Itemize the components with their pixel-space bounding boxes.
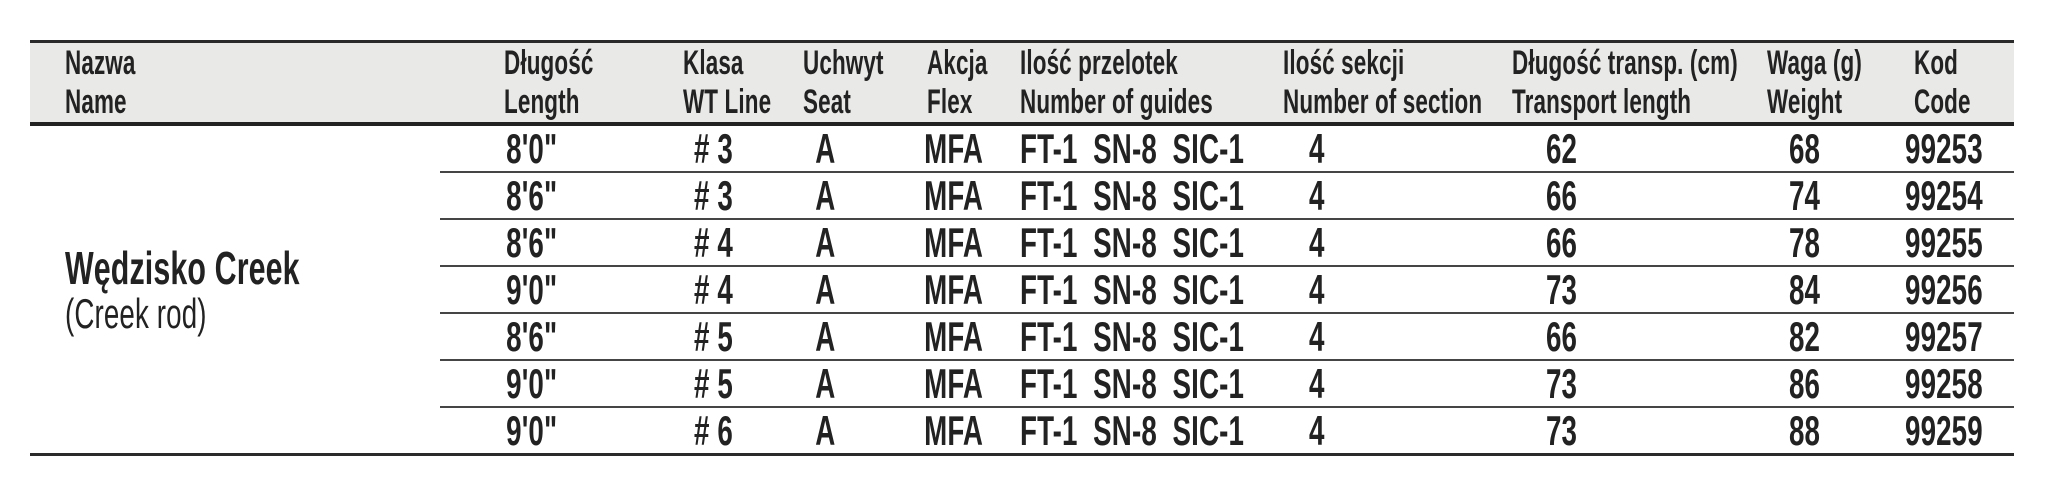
cell-sections-value: 4 (1308, 359, 1325, 407)
cell-wt-line-value: # 5 (694, 312, 733, 360)
product-spec-table (30, 40, 2014, 456)
cell-sections-value: 4 (1308, 171, 1325, 219)
column-header-seat-pl: Uchwyt (803, 43, 884, 82)
cell-sections (1250, 220, 1491, 265)
table-header-row (30, 40, 2014, 126)
cell-code-value: 99256 (1904, 265, 1983, 313)
cell-guides-value: FT-1 SN-8 SIC-1 (1020, 406, 1245, 454)
column-header-wt-line-en: WT Line (683, 82, 772, 121)
cell-wt-line (640, 126, 787, 171)
column-header-length-en: Length (504, 82, 580, 121)
cell-guides-value: FT-1 SN-8 SIC-1 (1020, 312, 1245, 360)
column-header-transport (1491, 44, 1750, 122)
cell-guides-value: FT-1 SN-8 SIC-1 (1020, 359, 1245, 407)
cell-code-value: 99255 (1904, 218, 1983, 266)
table-row (440, 171, 2014, 218)
column-header-sections (1250, 44, 1491, 122)
cell-flex (907, 408, 1010, 453)
product-name-english: (Creek rod) (65, 289, 207, 337)
cell-wt-line-value: # 3 (694, 171, 733, 219)
product-name: Wędzisko Creek (65, 241, 300, 294)
column-header-sections-pl: Ilość sekcji (1283, 43, 1405, 82)
cell-sections (1250, 173, 1491, 218)
cell-wt-line-value: # 4 (694, 265, 733, 313)
cell-transport-value: 73 (1545, 265, 1578, 313)
column-header-weight-pl: Waga (g) (1767, 43, 1862, 82)
column-header-guides-pl: Ilość przelotek (1020, 43, 1178, 82)
cell-code-value: 99254 (1904, 171, 1983, 219)
cell-flex (907, 361, 1010, 406)
cell-guides (1010, 126, 1250, 171)
cell-length (440, 173, 640, 218)
column-header-transport-pl: Długość transp. (cm) (1512, 43, 1738, 82)
column-header-weight (1750, 44, 1881, 122)
cell-sections (1250, 361, 1491, 406)
column-header-flex (907, 44, 1010, 122)
column-header-wt-line-pl: Klasa (683, 43, 744, 82)
cell-guides-value: FT-1 SN-8 SIC-1 (1020, 265, 1245, 313)
column-header-name-pl: Nazwa (65, 43, 136, 82)
cell-sections-value: 4 (1308, 218, 1325, 266)
cell-flex-value: MFA (924, 359, 983, 407)
cell-code (1881, 173, 2014, 218)
cell-guides (1010, 361, 1250, 406)
cell-flex-value: MFA (924, 171, 983, 219)
cell-wt-line-value: # 6 (694, 406, 733, 454)
cell-flex (907, 126, 1010, 171)
column-header-length-pl: Długość (504, 43, 594, 82)
cell-length-value: 9'0" (506, 359, 558, 407)
cell-flex-value: MFA (924, 406, 983, 454)
cell-length (440, 314, 640, 359)
cell-transport (1491, 173, 1750, 218)
cell-code (1881, 314, 2014, 359)
spec-rows (440, 126, 2014, 453)
cell-transport-value: 73 (1545, 406, 1578, 454)
cell-seat (787, 126, 907, 171)
cell-guides (1010, 314, 1250, 359)
cell-code (1881, 361, 2014, 406)
cell-code-value: 99253 (1904, 124, 1983, 172)
cell-code-value: 99257 (1904, 312, 1983, 360)
cell-length-value: 8'6" (506, 171, 558, 219)
cell-weight (1750, 267, 1881, 312)
cell-length-value: 9'0" (506, 406, 558, 454)
cell-sections (1250, 267, 1491, 312)
column-header-code-pl: Kod (1914, 43, 1959, 82)
table-row (440, 406, 2014, 453)
column-header-code (1881, 44, 2014, 122)
cell-transport (1491, 361, 1750, 406)
cell-weight (1750, 126, 1881, 171)
cell-guides-value: FT-1 SN-8 SIC-1 (1020, 171, 1245, 219)
column-header-transport-en: Transport length (1512, 82, 1692, 121)
table-row (440, 218, 2014, 265)
cell-seat-value: A (814, 218, 836, 266)
cell-wt-line (640, 220, 787, 265)
cell-guides (1010, 408, 1250, 453)
cell-weight (1750, 173, 1881, 218)
cell-seat (787, 408, 907, 453)
cell-flex-value: MFA (924, 312, 983, 360)
column-header-weight-en: Weight (1767, 82, 1843, 121)
cell-wt-line-value: # 3 (694, 124, 733, 172)
column-header-name (30, 44, 440, 122)
cell-code (1881, 220, 2014, 265)
cell-guides-value: FT-1 SN-8 SIC-1 (1020, 124, 1245, 172)
cell-weight-value: 84 (1788, 265, 1821, 313)
column-header-length (440, 44, 640, 122)
cell-transport-value: 73 (1545, 359, 1578, 407)
cell-length-value: 9'0" (506, 265, 558, 313)
cell-seat (787, 173, 907, 218)
cell-length (440, 126, 640, 171)
cell-code-value: 99258 (1904, 359, 1983, 407)
cell-code (1881, 267, 2014, 312)
cell-wt-line (640, 267, 787, 312)
column-header-seat-en: Seat (803, 82, 851, 121)
cell-weight (1750, 361, 1881, 406)
cell-seat (787, 314, 907, 359)
cell-weight-value: 74 (1788, 171, 1821, 219)
cell-sections-value: 4 (1308, 265, 1325, 313)
cell-weight-value: 86 (1788, 359, 1821, 407)
column-header-guides (1010, 44, 1250, 122)
cell-flex (907, 220, 1010, 265)
cell-seat-value: A (814, 171, 836, 219)
cell-guides (1010, 267, 1250, 312)
cell-transport (1491, 267, 1750, 312)
cell-weight-value: 78 (1788, 218, 1821, 266)
cell-sections-value: 4 (1308, 312, 1325, 360)
cell-wt-line (640, 314, 787, 359)
table-row (440, 312, 2014, 359)
cell-length (440, 408, 640, 453)
cell-seat-value: A (814, 265, 836, 313)
cell-flex (907, 173, 1010, 218)
cell-transport-value: 66 (1545, 171, 1578, 219)
cell-code (1881, 126, 2014, 171)
cell-seat-value: A (814, 312, 836, 360)
table-body (30, 126, 2014, 453)
column-header-code-en: Code (1914, 82, 1971, 121)
table-row (440, 126, 2014, 171)
cell-transport (1491, 126, 1750, 171)
cell-length (440, 267, 640, 312)
cell-wt-line (640, 361, 787, 406)
cell-code (1881, 408, 2014, 453)
cell-sections (1250, 314, 1491, 359)
column-header-seat (787, 44, 907, 122)
cell-sections (1250, 126, 1491, 171)
column-header-flex-en: Flex (927, 82, 973, 121)
cell-transport-value: 66 (1545, 312, 1578, 360)
cell-weight (1750, 408, 1881, 453)
cell-transport (1491, 408, 1750, 453)
cell-seat (787, 220, 907, 265)
cell-flex (907, 267, 1010, 312)
column-header-wt-line (640, 44, 787, 122)
cell-guides (1010, 173, 1250, 218)
cell-flex (907, 314, 1010, 359)
column-header-sections-en: Number of section (1283, 82, 1483, 121)
cell-seat-value: A (814, 406, 836, 454)
cell-weight-value: 88 (1788, 406, 1821, 454)
cell-transport (1491, 314, 1750, 359)
cell-wt-line-value: # 5 (694, 359, 733, 407)
cell-length-value: 8'0" (506, 124, 558, 172)
cell-transport-value: 62 (1545, 124, 1578, 172)
cell-weight (1750, 220, 1881, 265)
cell-flex-value: MFA (924, 124, 983, 172)
column-header-name-en: Name (65, 82, 127, 121)
cell-length (440, 220, 640, 265)
cell-guides-value: FT-1 SN-8 SIC-1 (1020, 218, 1245, 266)
cell-length-value: 8'6" (506, 312, 558, 360)
cell-weight-value: 82 (1788, 312, 1821, 360)
cell-seat (787, 267, 907, 312)
cell-sections-value: 4 (1308, 124, 1325, 172)
table-row (440, 359, 2014, 406)
cell-sections-value: 4 (1308, 406, 1325, 454)
cell-code-value: 99259 (1904, 406, 1983, 454)
cell-seat (787, 361, 907, 406)
cell-flex-value: MFA (924, 218, 983, 266)
cell-wt-line (640, 408, 787, 453)
cell-wt-line-value: # 4 (694, 218, 733, 266)
cell-sections (1250, 408, 1491, 453)
cell-weight-value: 68 (1788, 124, 1821, 172)
cell-guides (1010, 220, 1250, 265)
column-header-flex-pl: Akcja (927, 43, 988, 82)
table-row (440, 265, 2014, 312)
cell-wt-line (640, 173, 787, 218)
cell-weight (1750, 314, 1881, 359)
cell-length (440, 361, 640, 406)
column-header-guides-en: Number of guides (1020, 82, 1213, 121)
cell-seat-value: A (814, 124, 836, 172)
cell-seat-value: A (814, 359, 836, 407)
cell-flex-value: MFA (924, 265, 983, 313)
cell-length-value: 8'6" (506, 218, 558, 266)
cell-transport-value: 66 (1545, 218, 1578, 266)
cell-transport (1491, 220, 1750, 265)
product-name-cell (30, 126, 440, 453)
